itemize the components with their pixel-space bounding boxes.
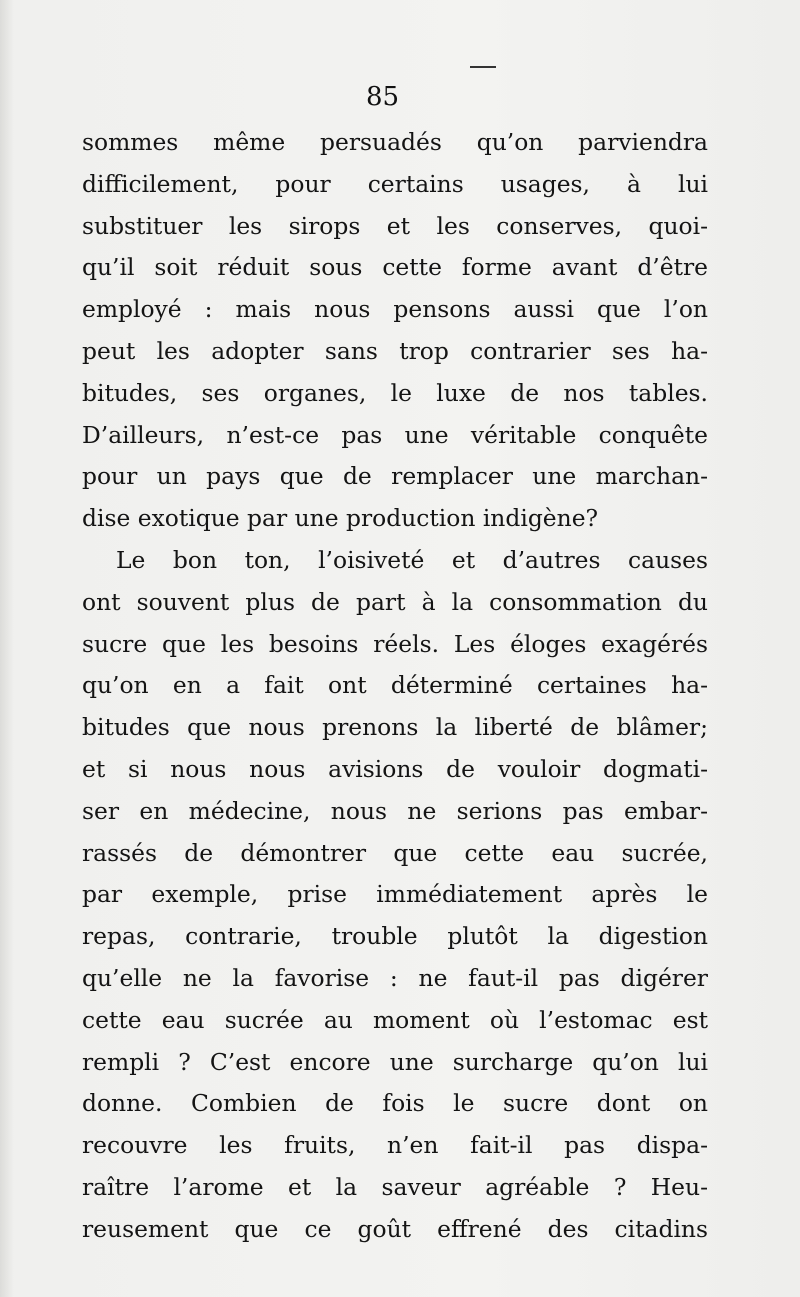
text-line: sommes même persuadés qu’on parviendra (82, 128, 708, 156)
text-line: bitudes, ses organes, le luxe de nos tables. (82, 378, 708, 407)
text-line: par exemple, prise immédiatement après le (82, 880, 708, 909)
text-line: employé : mais nous pensons aussi que l’on (82, 295, 708, 324)
text-line: D’ailleurs, n’est-ce pas une véritable conquête (82, 420, 708, 449)
text-line: qu’il soit réduit sous cette forme avant d’être (82, 253, 708, 282)
text-line: repas, contrarie, trouble plutôt la digestion (82, 922, 708, 951)
text-line: cette eau sucrée au moment où l’estomac est (82, 1005, 708, 1034)
text-line: sucre que les besoins réels. Les éloges exagérés (82, 629, 708, 658)
page-number: 85 (366, 82, 400, 112)
text-line: raître l’arome et la saveur agréable ? Heu- (82, 1172, 708, 1201)
text-line: pour un pays que de remplacer une marchan- (82, 462, 708, 491)
text-line: substituer les sirops et les conserves, quoi- (82, 211, 708, 240)
text-line: ser en médecine, nous ne serions pas embar- (82, 796, 708, 825)
body-text (82, 122, 708, 1251)
text-line: peut les adopter sans trop contrarier ses ha- (82, 336, 708, 365)
paragraph-end-line: dise exotique par une production indigène? (82, 504, 599, 533)
text-line: rempli ? C’est encore une surcharge qu’on lui (82, 1047, 708, 1076)
header-dash (470, 66, 496, 68)
text-line: bitudes que nous prenons la liberté de blâmer; (82, 713, 708, 742)
text-line: qu’elle ne la favorise : ne faut-il pas digérer (82, 963, 708, 992)
text-line: donne. Combien de fois le sucre dont on (82, 1089, 708, 1118)
text-line: rassés de démontrer que cette eau sucrée, (82, 838, 708, 867)
text-line: qu’on en a fait ont déterminé certaines ha- (82, 671, 708, 700)
text-line: difficilement, pour certains usages, à lui (82, 169, 708, 198)
text-line: ont souvent plus de part à la consommation du (82, 587, 708, 616)
text-line: et si nous nous avisions de vouloir dogmati- (82, 754, 708, 783)
text-line: reusement que ce goût effrené des citadins (82, 1214, 708, 1243)
text-line: recouvre les fruits, n’en fait-il pas dispa- (82, 1131, 708, 1160)
paragraph-start-line: Le bon ton, l’oisiveté et d’autres causes (116, 545, 708, 574)
